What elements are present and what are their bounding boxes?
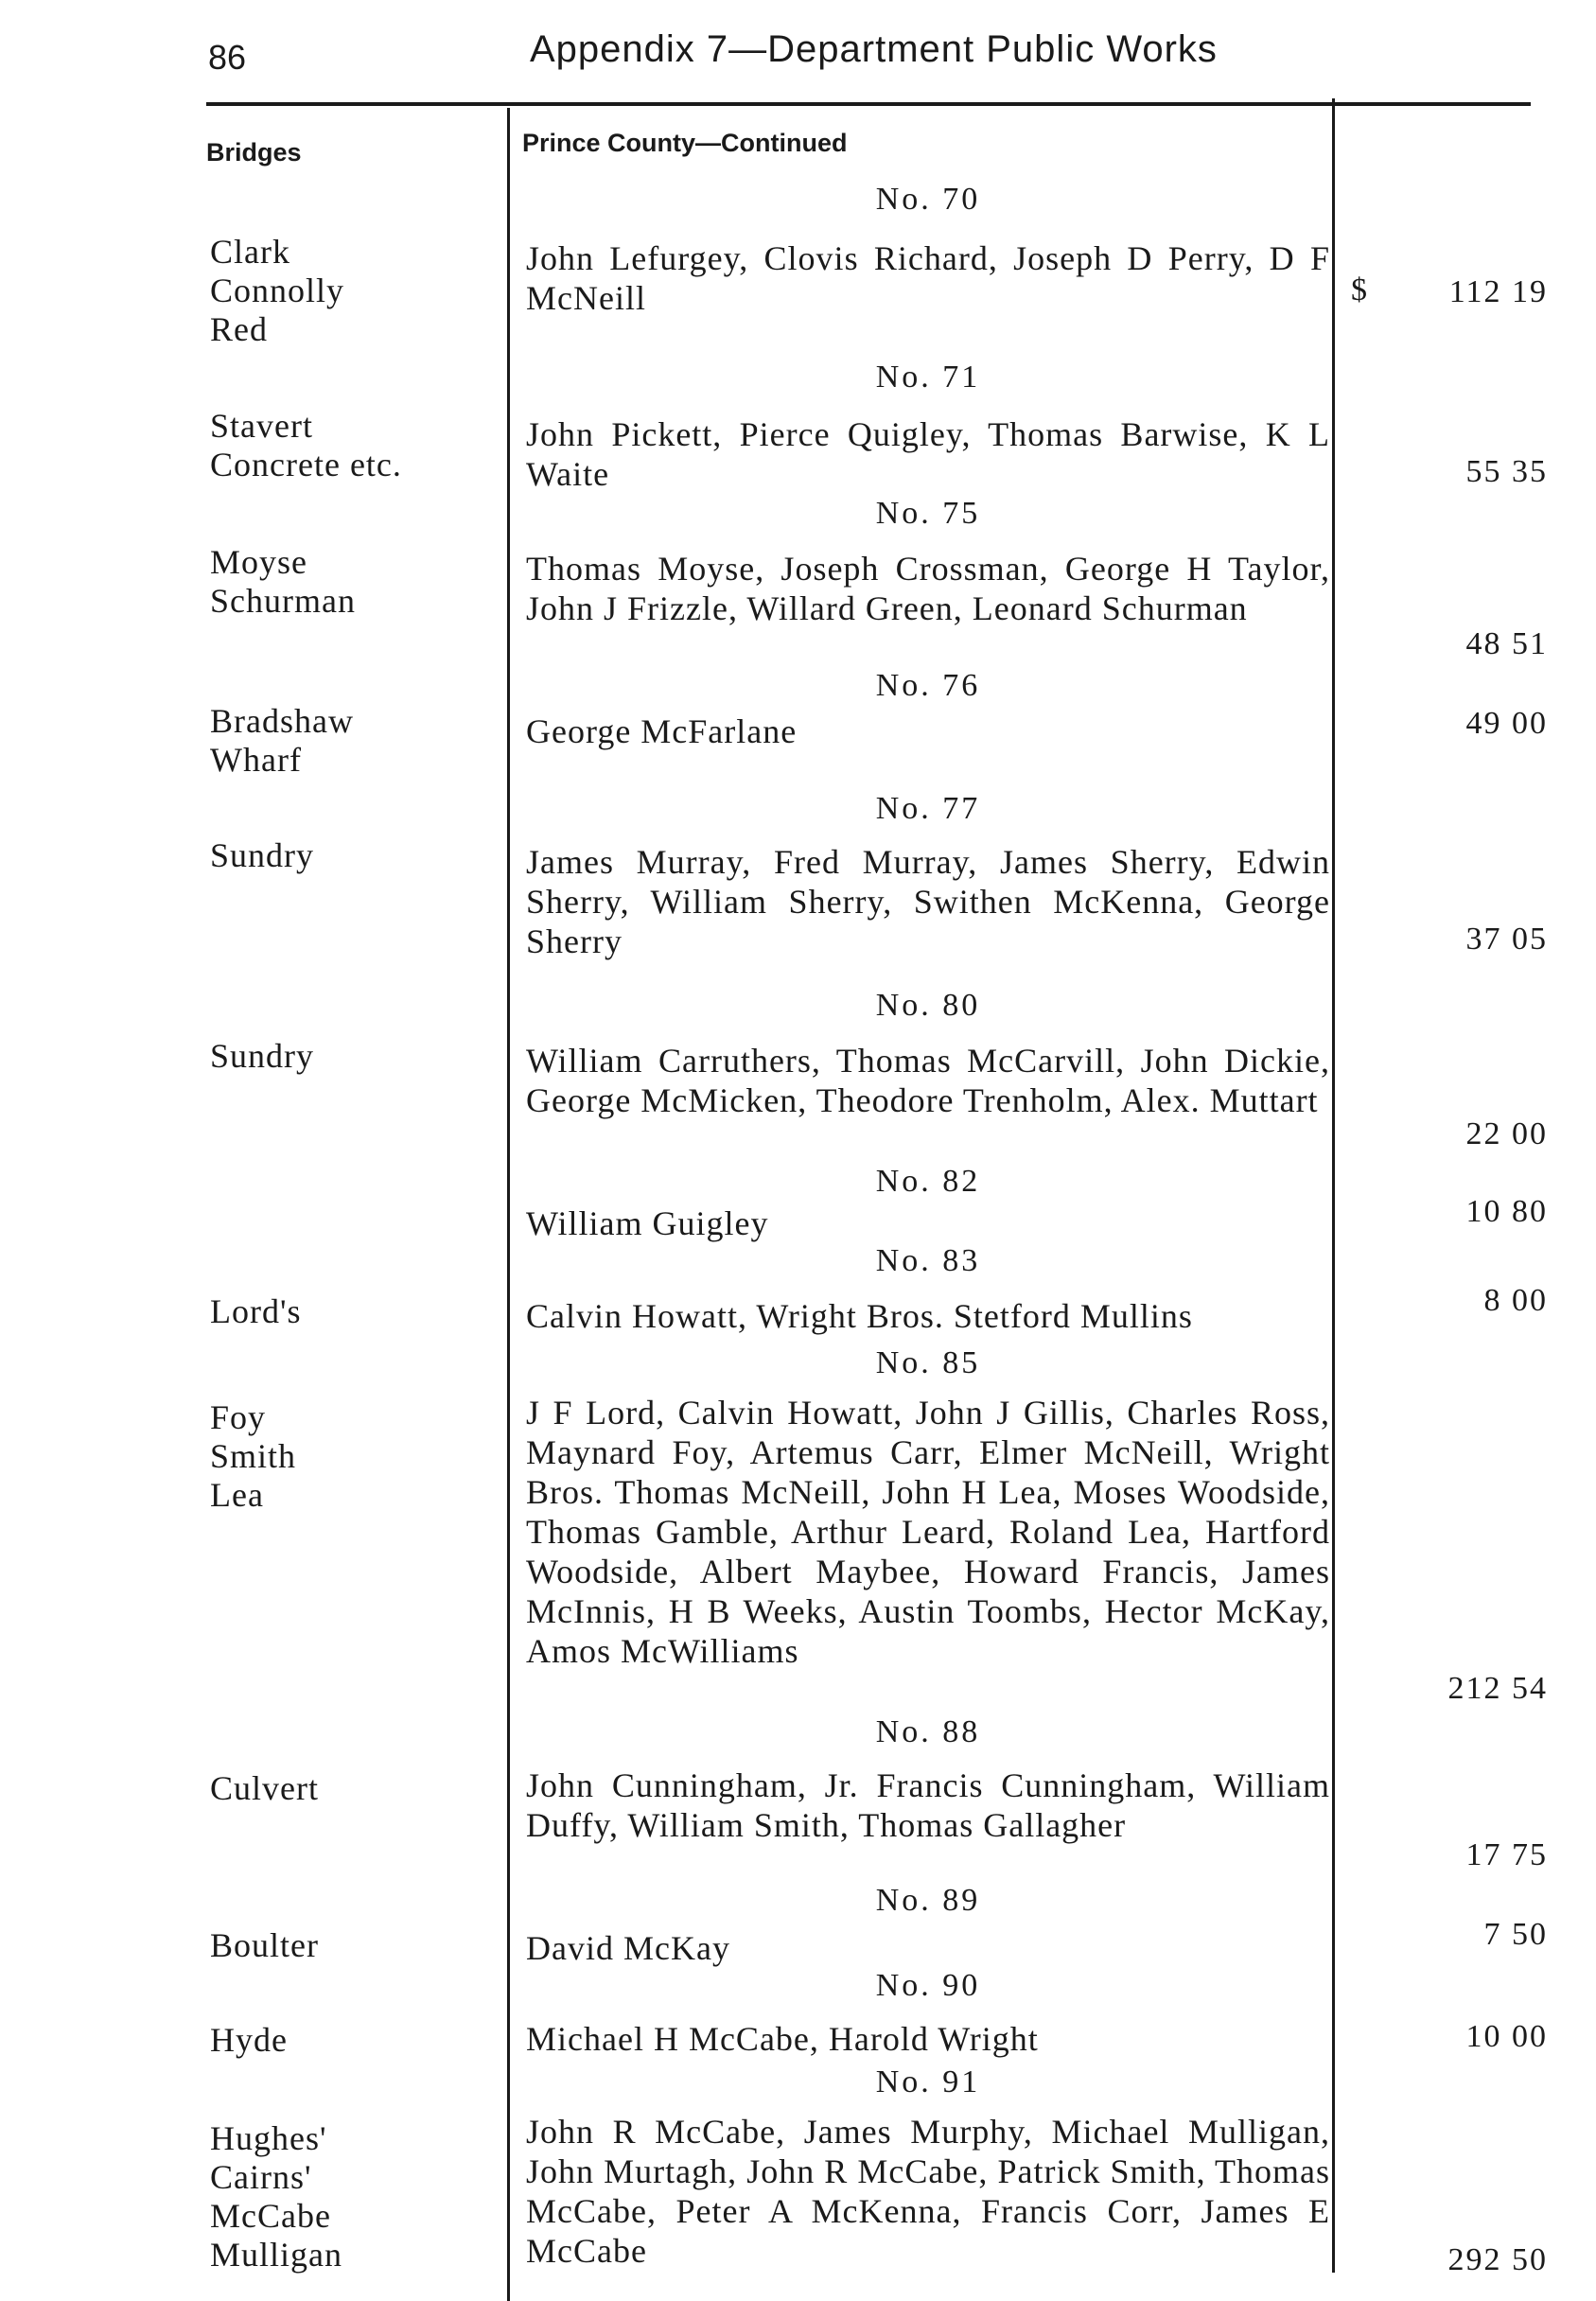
contractor-names: James Murray, Fred Murray, James Sherry, Edwin Sherry, William Sherry, Swithen McKenna, George Sherry [526, 843, 1330, 960]
contract-number: No. 90 [875, 1968, 981, 2003]
amount: 22 00 [1465, 1116, 1548, 1151]
county-column-heading: Prince County—Continued [522, 129, 848, 157]
contract-number: No. 85 [875, 1345, 981, 1380]
amount: 55 35 [1465, 454, 1548, 489]
dollar-sign: $ [1351, 272, 1367, 307]
amount: 10 80 [1465, 1194, 1548, 1229]
bridge-names: Sundry [210, 836, 315, 874]
contractor-names: George McFarlane [526, 712, 798, 750]
amount: 112 19 [1448, 274, 1548, 309]
contract-number: No. 88 [875, 1714, 981, 1749]
contractor-names: John Lefurgey, Clovis Richard, Joseph D Perry, D F McNeill [526, 239, 1330, 317]
contractor-names: William Guigley [526, 1204, 769, 1242]
bridge-names: Moyse Schurman [210, 543, 356, 620]
bridge-names: Lord's [210, 1292, 302, 1330]
contractor-names: John Pickett, Pierce Quigley, Thomas Barwise, K L Waite [526, 415, 1330, 493]
amount: 37 05 [1465, 922, 1548, 957]
column-rule-left [507, 108, 510, 2301]
contract-number: No. 89 [875, 1883, 981, 1918]
bridge-names: Hyde [210, 2021, 288, 2059]
bridge-names: Culvert [210, 1769, 319, 1807]
bridges-column-heading: Bridges [206, 138, 302, 167]
contractor-names: William Carruthers, Thomas McCarvill, John Dickie, George McMicken, Theodore Trenholm, Alex. Muttart [526, 1042, 1330, 1119]
bridge-names: Clark Connolly Red [210, 233, 345, 348]
page-number: 86 [208, 38, 247, 77]
bridge-names: Sundry [210, 1037, 315, 1075]
bridge-names: Bradshaw Wharf [210, 702, 354, 779]
amount: 212 54 [1447, 1671, 1548, 1706]
contract-number: No. 75 [875, 496, 981, 531]
contractor-names: David McKay [526, 1929, 730, 1967]
amount: 292 50 [1447, 2242, 1548, 2277]
amount: 17 75 [1465, 1837, 1548, 1872]
contract-number: No. 71 [875, 360, 981, 395]
contractor-names: Thomas Moyse, Joseph Crossman, George H Taylor, John J Frizzle, Willard Green, Leonard Schurman [526, 550, 1330, 627]
contract-number: No. 70 [875, 182, 981, 217]
contractor-names: J F Lord, Calvin Howatt, John J Gillis, Charles Ross, Maynard Foy, Artemus Carr, Elmer McNeill, Wright Bros. Thomas McNeill, John H Lea, Moses Woodside, Thomas Gamble, Arthur Leard, Roland Lea, Hartford Woodside, Albert Maybee, Howard Francis, James McInnis, H B Weeks, Austin Toombs, Hector McKay, Amos McWilliams [526, 1394, 1330, 1670]
bridge-names: Hughes' Cairns' McCabe Mulligan [210, 2119, 342, 2274]
contract-number: No. 82 [875, 1164, 981, 1199]
bridge-names: Boulter [210, 1926, 319, 1964]
contract-number: No. 83 [875, 1243, 981, 1278]
amount: 49 00 [1465, 706, 1548, 741]
amount: 7 50 [1483, 1917, 1548, 1952]
bridge-names: Stavert Concrete etc. [210, 407, 402, 483]
contractor-names: John R McCabe, James Murphy, Michael Mulligan, John Murtagh, John R McCabe, Patrick Smith, Thomas McCabe, Peter A McKenna, Francis Corr, James E McCabe [526, 2113, 1330, 2270]
amount: 8 00 [1483, 1283, 1548, 1318]
contract-number: No. 80 [875, 988, 981, 1023]
contract-number: No. 77 [875, 791, 981, 826]
bridge-names: Foy Smith Lea [210, 1398, 297, 1514]
contractor-names: Michael H McCabe, Harold Wright [526, 2020, 1039, 2058]
column-rule-right [1332, 98, 1335, 2273]
contract-number: No. 76 [875, 668, 981, 703]
contractor-names: Calvin Howatt, Wright Bros. Stetford Mullins [526, 1297, 1193, 1335]
running-head: Appendix 7—Department Public Works [530, 28, 1218, 70]
amount: 10 00 [1465, 2019, 1548, 2054]
contractor-names: John Cunningham, Jr. Francis Cunningham, William Duffy, William Smith, Thomas Gallagher [526, 1766, 1330, 1844]
amount: 48 51 [1465, 626, 1548, 661]
contract-number: No. 91 [875, 2064, 981, 2099]
